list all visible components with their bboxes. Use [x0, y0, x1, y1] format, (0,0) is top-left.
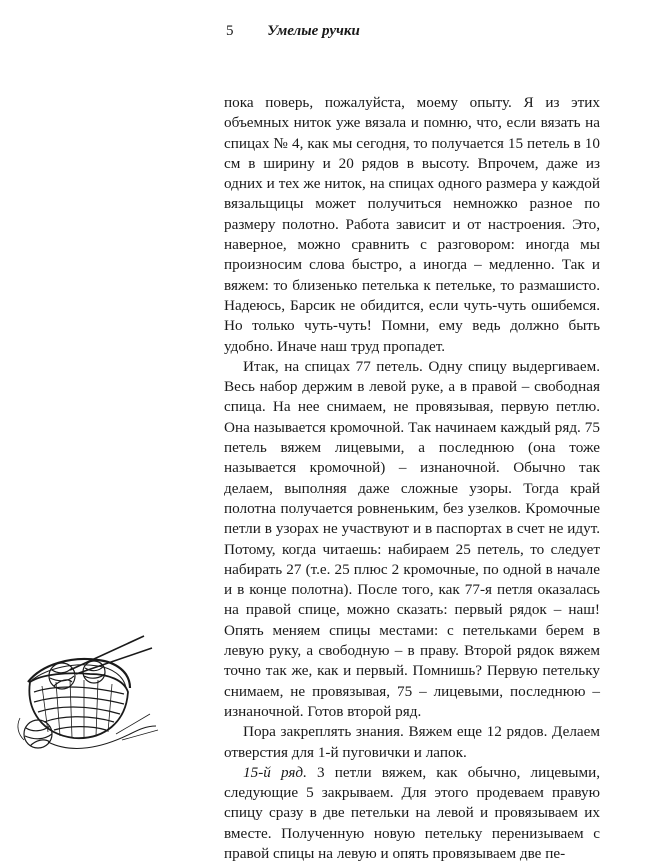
paragraph-1: пока поверь, пожалуйста, моему опыту. Я из этих объемных ниток уже вязала и помню, что, если вязать на спицах № 4, как мы сегодня, то получается 15 петель в 10 см в ширину и 20 рядов в высоту. Впрочем, даже из одних и тех же ниток, на спицах одного размера у каждой вязальщицы может получиться немножко разное по размеру полотно. Работа зависит и от настроения. Это, наверное, можно сравнить с разговором: иногда мы произносим слова быстро, а иногда – медленно. Так и вяжем: то близенько петелька к петельке, то размашисто. Надеюсь, Барсик не обидится, если чуть-чуть ошибемся. Но только чуть-чуть! Помни, ему ведь должно быть удобно. Иначе наш труд пропадет.	[224, 94, 600, 355]
running-title: Умелые ручки	[267, 23, 360, 39]
page-header	[226, 22, 360, 40]
paragraph-4-text: 3 петли вяжем, как обычно, лицевыми, следующие 5 закрываем. Для этого продеваем правую спицу сразу в две петельки на левой и провязываем их вместе. Полученную новую петельку перенизываем с правой спицы на левую и опять провязываем две пе-	[224, 763, 600, 862]
yarn-basket-illustration	[12, 630, 160, 758]
page-number: 5	[226, 23, 234, 39]
row-label: 15-й ряд.	[243, 763, 307, 781]
paragraph-2: Итак, на спицах 77 петель. Одну спицу выдергиваем. Весь набор держим в левой руке, а в правой – свободная спица. На нее снимаем, не провязывая, первую петлю. Она называется кромочной. Так начинаем каждый ряд. 75 петель вяжем лицевыми, а последнюю (она тоже называется кромочной) – изнаночной. Обычно так делаем, выполняя даже сложные узоры. Тогда край полотна получается ровненьким, без узелков. Кромочные петли в узорах не участвуют и в паспортах в счет не идут. Потому, когда читаешь: набираем 25 петель, то следует набирать 27 (т.е. 25 плюс 2 кромочные, по одной в начале и в конце полотна). После того, как 77-я петля оказалась на правой спице, можно сказать: первый рядок – наш! Опять меняем спицы местами: с петельками берем в левую руку, а свободную – в праву. Второй рядок вяжем точно так же, как и первый. Помнишь? Первую петельку снимаем, не провязывая, 75 – лицевыми, последнюю – изнаночной. Готов второй ряд.	[224, 357, 600, 720]
paragraph-4	[224, 763, 600, 864]
paragraph-3: Пора закреплять знания. Вяжем еще 12 рядов. Делаем отверстия для 1-й пуговички и лапок.	[224, 723, 600, 761]
body-text	[224, 93, 600, 864]
